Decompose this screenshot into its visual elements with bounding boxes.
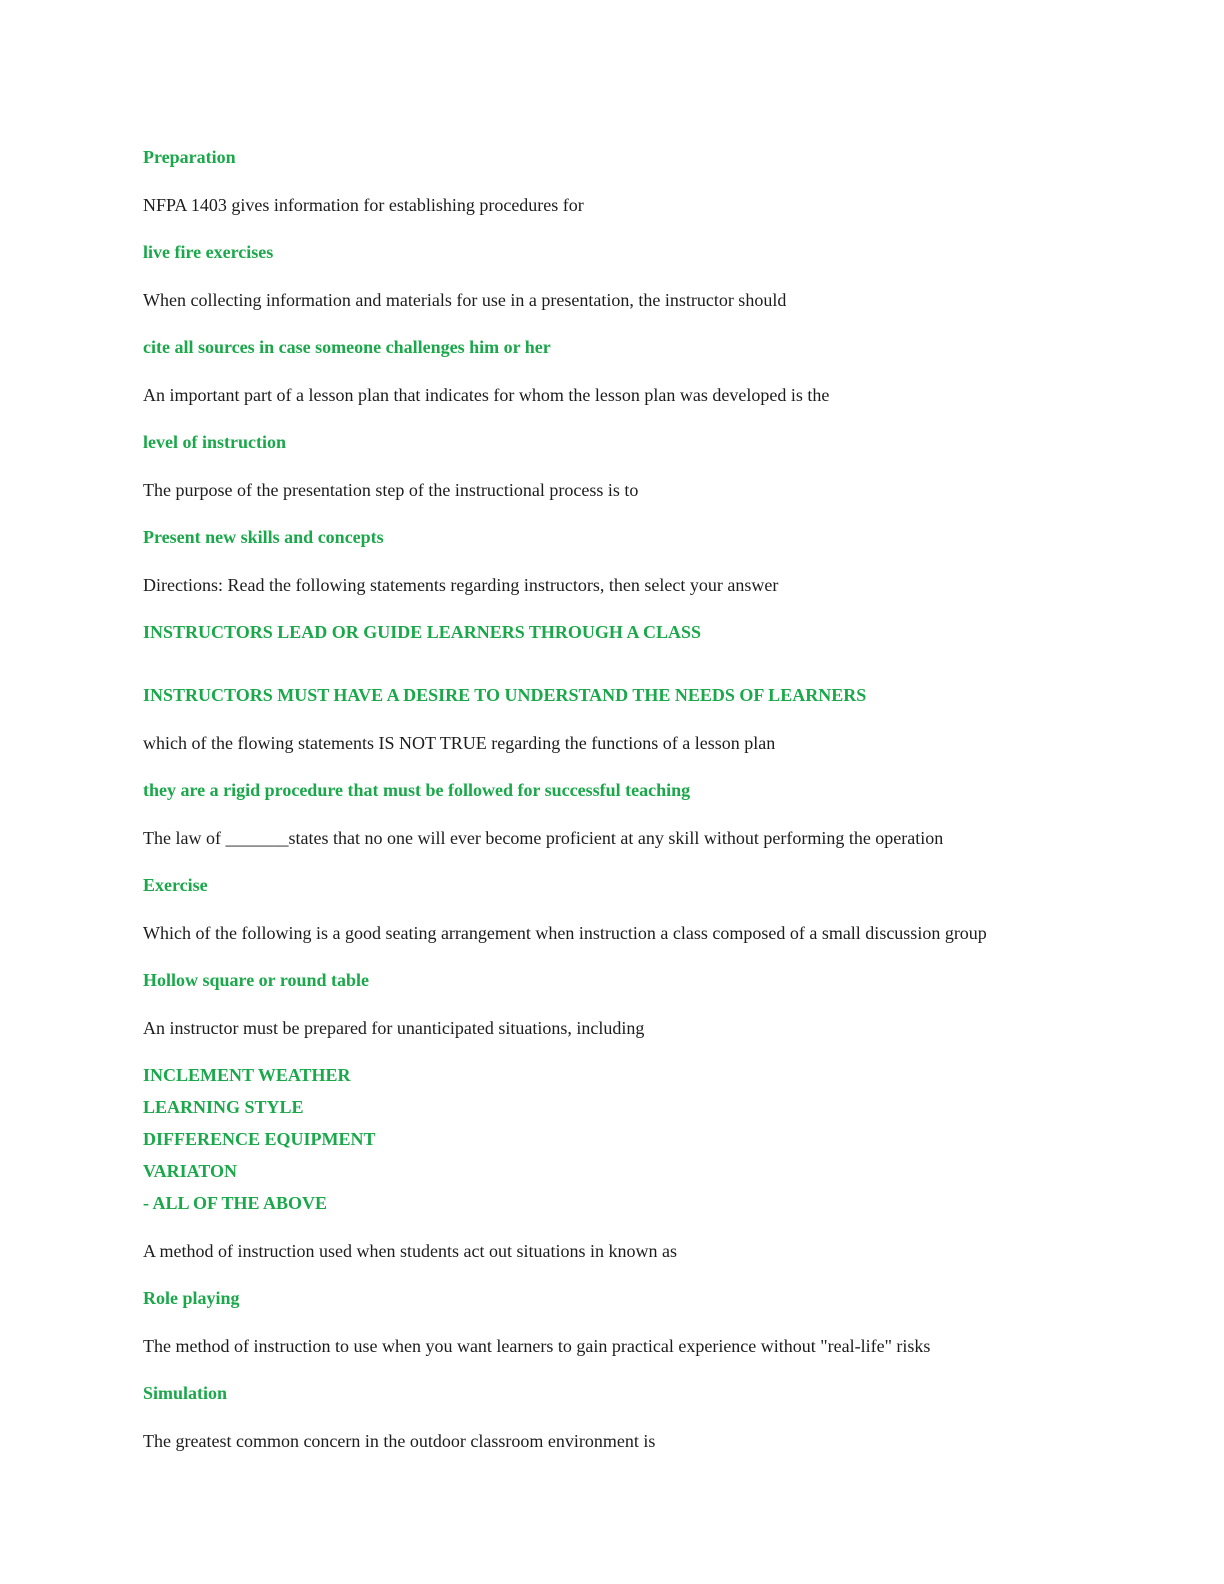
question-text: Directions: Read the following statements regarding instructors, then select your answer xyxy=(143,574,779,595)
answer-text: INSTRUCTORS LEAD OR GUIDE LEARNERS THROUGH A CLASS xyxy=(143,622,701,642)
question-text: The law of _______states that no one will ever become proficient at any skill without performing the operation xyxy=(143,827,944,848)
question-text: Which of the following is a good seating arrangement when instruction a class composed of a small discussion group xyxy=(143,922,987,943)
answer-text: Present new skills and concepts xyxy=(143,527,384,547)
answer-text: Hollow square or round table xyxy=(143,970,370,990)
answer-text: Exercise xyxy=(143,875,208,895)
answer-text: Preparation xyxy=(143,147,236,167)
question-text: The method of instruction to use when you want learners to gain practical experience without "real-life" risks xyxy=(143,1335,931,1356)
question-text: which of the flowing statements IS NOT TRUE regarding the functions of a lesson plan xyxy=(143,732,776,753)
question-text: A method of instruction used when students act out situations in known as xyxy=(143,1240,677,1261)
answer-text: they are a rigid procedure that must be followed for successful teaching xyxy=(143,780,691,800)
question-text: NFPA 1403 gives information for establishing procedures for xyxy=(143,194,584,215)
answer-list xyxy=(143,1059,1073,1219)
answer-text: cite all sources in case someone challenges him or her xyxy=(143,337,551,357)
question-text: The purpose of the presentation step of the instructional process is to xyxy=(143,479,639,500)
answer-list-item: INCLEMENT WEATHER xyxy=(143,1065,351,1085)
question-text: When collecting information and materials for use in a presentation, the instructor should xyxy=(143,289,787,310)
answer-text: Simulation xyxy=(143,1383,228,1403)
answer-list-item: - ALL OF THE ABOVE xyxy=(143,1193,328,1213)
question-text: An instructor must be prepared for unanticipated situations, including xyxy=(143,1017,645,1038)
question-text: An important part of a lesson plan that indicates for whom the lesson plan was developed is the xyxy=(143,384,830,405)
answer-list-item: DIFFERENCE EQUIPMENT xyxy=(143,1129,376,1149)
answer-text: INSTRUCTORS MUST HAVE A DESIRE TO UNDERSTAND THE NEEDS OF LEARNERS xyxy=(143,685,867,705)
answer-list-item: VARIATON xyxy=(143,1161,238,1181)
answer-text: live fire exercises xyxy=(143,242,274,262)
answer-text: level of instruction xyxy=(143,432,286,452)
question-text: The greatest common concern in the outdoor classroom environment is xyxy=(143,1430,656,1451)
answer-text: Role playing xyxy=(143,1288,240,1308)
document-content xyxy=(143,141,1073,1472)
answer-list-item: LEARNING STYLE xyxy=(143,1097,304,1117)
